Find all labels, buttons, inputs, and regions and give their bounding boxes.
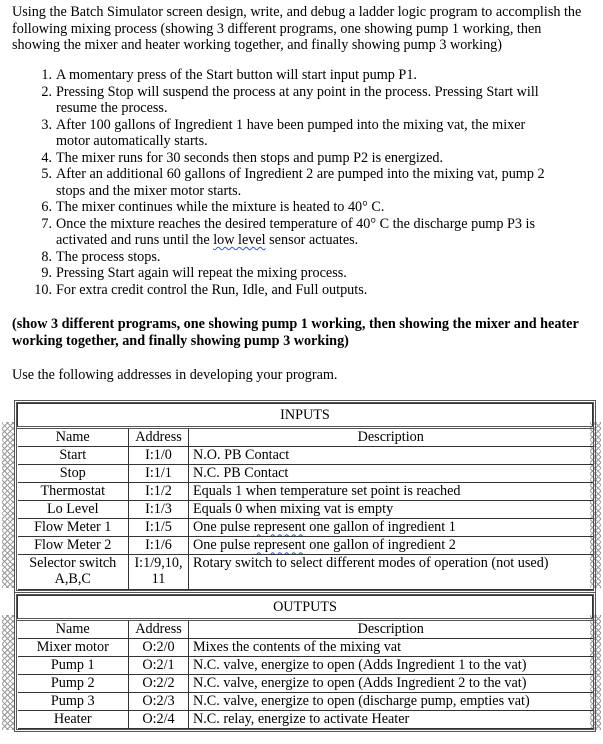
table-row: Flow Meter 1 I:1/5 One pulse represent one gallon of ingredient 1 [18,519,593,537]
table-row: Pump 1 O:2/1 N.C. valve, energize to open (Adds Ingredient 1 to the vat) [18,657,593,675]
list-item: 1. A momentary press of the Start button will start input pump P1. [41,67,417,83]
use-addresses-line: Use the following addresses in developing your program. [12,367,338,383]
spellcheck-squiggle: low level [213,232,266,248]
list-item: 8. The process stops. [41,248,161,265]
inputs-title: INPUTS [18,404,593,428]
list-item: 5. After an additional 60 gallons of Ingredient 2 are pumped into the mixing vat, pump 2 stops and the mixer motor starts. [41,166,545,199]
outputs-title: OUTPUTS [18,596,593,620]
table-left-rail [2,615,14,730]
spellcheck-squiggle: represent [253,537,306,554]
table-row: Pump 3 O:2/3 N.C. valve, energize to open (discharge pump, empties vat) [18,693,593,711]
spellcheck-squiggle: represent [253,519,306,536]
column-header: Description [189,428,593,447]
column-header: Name [18,428,129,447]
column-header: Name [18,620,129,639]
outputs-table [14,592,596,732]
list-item: 6. The mixer continues while the mixture is heated to 40° C. [41,199,385,215]
list-item: 2. Pressing Stop will suspend the process at any point in the process. Pressing Start will resume the process. [41,83,539,116]
table-left-rail [2,422,14,588]
table-row: Selector switch A,B,C I:1/9,10, 11 Rotary switch to select different modes of operation (not used) [18,555,593,590]
list-item: 7. Once the mixture reaches the desired temperature of 40° C the discharge pump P3 is activated and runs until the low level sensor actuates. [41,215,535,248]
table-row: Flow Meter 2 I:1/6 One pulse represent one gallon of ingredient 2 [18,537,593,555]
inputs-table [14,400,596,593]
table-row: Mixer motor O:2/0 Mixes the contents of the mixing vat [18,639,593,657]
column-header: Address [129,620,189,639]
intro-paragraph: Using the Batch Simulator screen design, write, and debug a ladder logic program to accomplish the following mixing process (showing 3 different programs, one showing pump 1 working, then showing the mixer and heater working together, and finally showing pump 3 working) [12,4,582,53]
list-item: 3. After 100 gallons of Ingredient 1 have been pumped into the mixing vat, the mixer motor automatically starts. [41,116,526,149]
table-row: Start I:1/0 N.O. PB Contact [18,447,593,465]
table-row: Heater O:2/4 N.C. relay, energize to activate Heater [18,711,593,729]
table-row: Thermostat I:1/2 Equals 1 when temperature set point is reached [18,483,593,501]
list-item: 4. The mixer runs for 30 seconds then stops and pump P2 is energized. [41,149,444,166]
list-item: 9. Pressing Start again will repeat the mixing process. [41,265,347,281]
table-row: Pump 2 O:2/2 N.C. valve, energize to open (Adds Ingredient 2 to the vat) [18,675,593,693]
bold-note: (show 3 different programs, one showing pump 1 working, then showing the mixer and heater working together, and finally showing pump 3 working) [12,316,579,349]
process-steps-list [0,67,560,298]
table-row: Stop I:1/1 N.C. PB Contact [18,465,593,483]
table-row: Lo Level I:1/3 Equals 0 when mixing vat is empty [18,501,593,519]
column-header: Address [129,428,189,447]
column-header: Description [189,620,593,639]
list-item: 10. For extra credit control the Run, Idle, and Full outputs. [34,281,368,298]
